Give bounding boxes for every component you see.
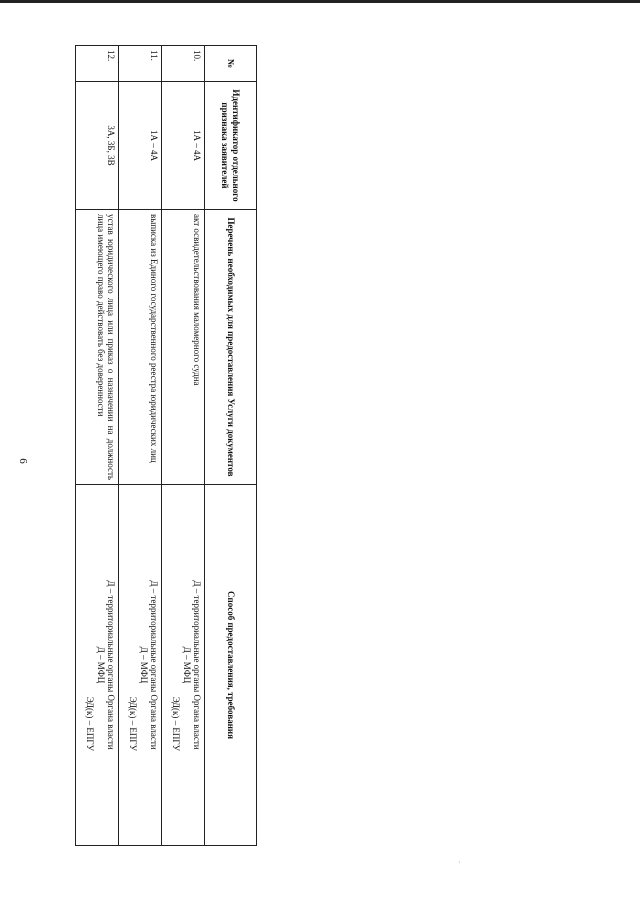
method-line: Д – МФЦ: [138, 646, 149, 684]
row-methods: [119, 485, 162, 846]
table-row: [76, 46, 119, 846]
table-row: [162, 46, 205, 846]
row-document: устав юридического лица или приказ о назначении на должность лица имеющего право действовать без доверенности: [76, 210, 119, 485]
row-number: 12.: [76, 46, 119, 82]
row-methods: [76, 485, 119, 846]
method-line: Д – территориальные органы Органа власти: [106, 580, 116, 750]
method-line: Д – МФЦ: [181, 646, 192, 684]
header-number: №: [205, 46, 257, 82]
method-line: Д – территориальные органы Органа власти: [192, 580, 202, 750]
header-method: Способ предоставления, требования: [205, 485, 257, 846]
page-number: 6: [16, 458, 29, 464]
scan-top-edge: [0, 0, 640, 3]
row-methods: [162, 485, 205, 846]
row-identifier: 1А – 4А: [119, 82, 162, 210]
row-identifier: 3А, 3Б, 3В: [76, 82, 119, 210]
table-header-row: [205, 46, 257, 846]
rotated-table-container: [75, 45, 257, 845]
row-number: 11.: [119, 46, 162, 82]
table-row: [119, 46, 162, 846]
row-document: выписка из Единого государственного реестра юридических лиц: [119, 210, 162, 485]
method-line: ЭД(к) – ЕПГУ: [85, 696, 96, 751]
row-identifier: 1А – 4А: [162, 82, 205, 210]
header-identifier: Идентификатор отдельного признака заявителей: [205, 82, 257, 210]
method-line: Д – МФЦ: [95, 646, 106, 684]
method-line: Д – территориальные органы Органа власти: [149, 580, 159, 750]
method-line: ЭД(к) – ЕПГУ: [171, 696, 182, 751]
scan-speck: ·: [458, 858, 461, 867]
services-documents-table: [75, 45, 257, 846]
row-number: 10.: [162, 46, 205, 82]
method-line: ЭД(к) – ЕПГУ: [128, 696, 139, 751]
row-document: акт освидетельствования маломерного судна: [162, 210, 205, 485]
header-documents: Перечень необходимых для предоставления Услуги документов: [205, 210, 257, 485]
